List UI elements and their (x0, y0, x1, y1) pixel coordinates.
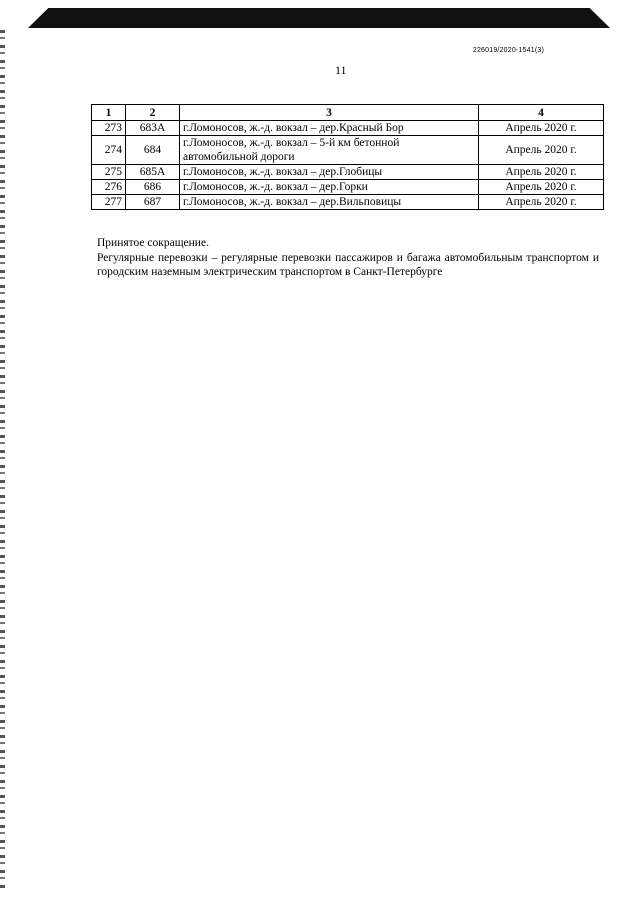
column-header-4: 4 (479, 105, 604, 121)
route-number: 684 (126, 136, 180, 165)
route-number: 685А (126, 165, 180, 180)
route-date: Апрель 2020 г. (479, 121, 604, 136)
column-header-2: 2 (126, 105, 180, 121)
route-date: Апрель 2020 г. (479, 165, 604, 180)
route-number: 687 (126, 195, 180, 210)
abbreviations-section (97, 236, 599, 279)
row-number: 275 (92, 165, 126, 180)
routes-table (91, 104, 604, 210)
table-row (92, 121, 604, 136)
row-number: 276 (92, 180, 126, 195)
route-description: г.Ломоносов, ж.-д. вокзал – дер.Горки (180, 180, 479, 195)
table-row (92, 195, 604, 210)
route-number: 686 (126, 180, 180, 195)
table-header (92, 105, 604, 121)
table-row (92, 180, 604, 195)
route-date: Апрель 2020 г. (479, 136, 604, 165)
page-number: 11 (335, 63, 347, 77)
row-number: 274 (92, 136, 126, 165)
header-row (92, 105, 604, 121)
scan-left-edge (0, 30, 5, 890)
table-row (92, 136, 604, 165)
route-description: г.Ломоносов, ж.-д. вокзал – 5-й км бетонной автомобильной дороги (180, 136, 479, 165)
table-row (92, 165, 604, 180)
row-number: 273 (92, 121, 126, 136)
table-body (92, 121, 604, 210)
route-date: Апрель 2020 г. (479, 195, 604, 210)
route-description: г.Ломоносов, ж.-д. вокзал – дер.Вильповицы (180, 195, 479, 210)
column-header-3: 3 (180, 105, 479, 121)
route-date: Апрель 2020 г. (479, 180, 604, 195)
document-id: 226019/2020-1541(3) (472, 47, 544, 54)
scan-top-border (28, 8, 610, 28)
route-number: 683А (126, 121, 180, 136)
route-description: г.Ломоносов, ж.-д. вокзал – дер.Глобицы (180, 165, 479, 180)
abbreviations-text: Регулярные перевозки – регулярные перевозки пассажиров и багажа автомобильным транспортом и городским наземным электрическим транспортом в Санкт-Петербурге (97, 252, 599, 278)
abbreviations-title: Принятое сокращение. (97, 237, 209, 249)
column-header-1: 1 (92, 105, 126, 121)
row-number: 277 (92, 195, 126, 210)
route-description: г.Ломоносов, ж.-д. вокзал – дер.Красный Бор (180, 121, 479, 136)
